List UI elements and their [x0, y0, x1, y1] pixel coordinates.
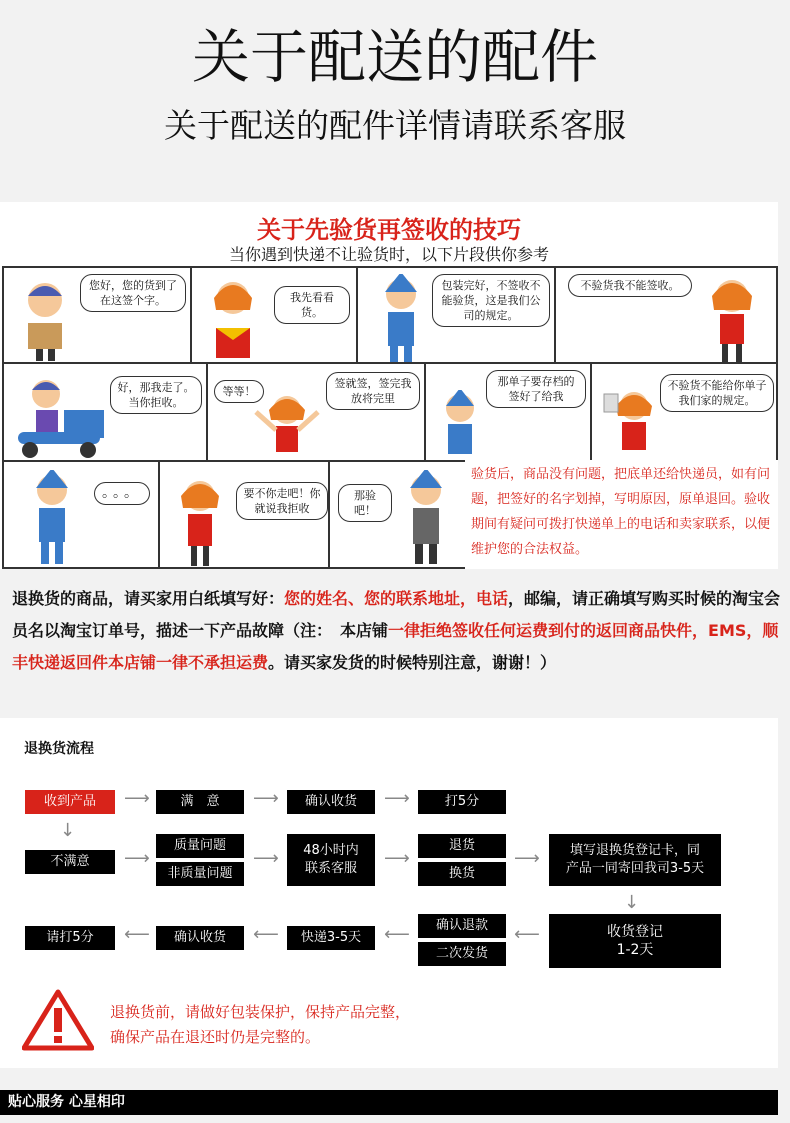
speech-bubble: 。。。	[94, 482, 150, 505]
comic-panel	[158, 460, 330, 569]
arrow-right-icon: ⟶	[384, 848, 410, 869]
flow-step: 确认收货	[156, 926, 244, 950]
flow-step: 打5分	[418, 790, 506, 814]
warning-line: 确保产品在退还时仍是完整的。	[110, 1028, 321, 1046]
flow-step: 质量问题	[156, 834, 244, 858]
return-policy-text	[12, 583, 782, 679]
flow-title: 退换货流程	[24, 741, 94, 757]
courier-boy-icon	[432, 390, 488, 462]
customer-girl-icon	[702, 274, 762, 364]
flow-step: 收到产品	[25, 790, 115, 814]
speech-bubble: 不验货不能给你单子我们家的规定。	[660, 374, 774, 412]
arrow-right-icon: ⟶	[253, 848, 279, 869]
speech-bubble: 好，那我走了。当你拒收。	[110, 376, 202, 414]
flow-step: 48小时内 联系客服	[287, 834, 375, 886]
speech-bubble: 等等！	[214, 380, 264, 403]
customer-girl-icon	[206, 276, 261, 364]
comic-panel	[590, 362, 778, 462]
page-title: 关于配送的配件	[191, 23, 598, 91]
comic-panel	[2, 460, 160, 569]
tips-subtitle: 当你遇到快递不让验货时，以下片段供你参考	[228, 245, 549, 264]
flow-step: 非质量问题	[156, 862, 244, 886]
arrow-left-icon: ⟵	[253, 924, 279, 945]
policy-highlight: 您的姓名、您的联系地址，电话	[284, 589, 509, 608]
speech-bubble: 包装完好，不签收不能验货，这是我们公司的规定。	[432, 274, 550, 327]
warning-text	[110, 1000, 410, 1050]
speech-bubble: 要不你走吧！你就说我拒收	[236, 482, 328, 520]
speech-bubble: 不验货我不能签收。	[568, 274, 692, 297]
flow-step: 填写退换货登记卡，同 产品一同寄回我司3-5天	[549, 834, 721, 886]
inspection-tips-section	[0, 202, 778, 569]
policy-highlight: 一律拒绝签收任何运费到付的返回商品快件，EMS，顺丰快递返回件本店铺一律不承担运费	[12, 621, 779, 672]
flow-step: 退货	[418, 834, 506, 858]
flow-step: 确认收货	[287, 790, 375, 814]
arrow-left-icon: ⟵	[384, 924, 410, 945]
speech-bubble: 那单子要存档的签好了给我	[486, 370, 586, 408]
flow-step: 二次发货	[418, 942, 506, 966]
comic-panel	[2, 362, 208, 462]
arrow-right-icon: ⟶	[253, 788, 279, 809]
policy-part: 。请买家发货的时候特别注意，谢谢！）	[268, 653, 557, 672]
customer-girl-icon	[602, 388, 658, 462]
policy-part: ，邮编，请正确填写购买时候的淘宝会员名以淘宝订单号，描述一下产品故障（注： 本店铺	[12, 589, 781, 640]
warning-line: 退换货前，请做好包装保护，保持产品完整，	[110, 1003, 411, 1021]
arrow-down-icon: ↓	[60, 820, 76, 841]
arrow-right-icon: ⟶	[124, 788, 150, 809]
customer-girl-icon	[252, 392, 322, 462]
comic-panel	[328, 460, 467, 569]
scooter-courier-icon	[12, 374, 112, 460]
tips-title: 关于先验货再签收的技巧	[257, 216, 521, 244]
policy-part: 退换货的商品，请买家用白纸填写好：	[12, 589, 285, 608]
return-flow-section	[0, 718, 778, 1068]
arrow-down-icon: ↓	[624, 892, 640, 913]
flow-step: 换货	[418, 862, 506, 886]
flow-step: 快递3-5天	[287, 926, 375, 950]
page-subtitle: 关于配送的配件详情请联系客服	[164, 106, 626, 145]
comic-panel	[424, 362, 592, 462]
comic-panel	[2, 266, 192, 364]
flow-step: 满 意	[156, 790, 244, 814]
speech-bubble: 那验吧！	[338, 484, 392, 522]
comic-panel	[206, 362, 426, 462]
footer-banner: 贴心服务 心星相印	[0, 1090, 778, 1115]
arrow-right-icon: ⟶	[514, 848, 540, 869]
speech-bubble: 您好，您的货到了在这签个字。	[80, 274, 186, 312]
flow-step: 请打5分	[25, 926, 115, 950]
arrow-right-icon: ⟶	[124, 848, 150, 869]
comic-panel	[356, 266, 556, 364]
customer-girl-icon	[170, 476, 230, 568]
comic-panel	[554, 266, 778, 364]
courier-boy-icon	[376, 274, 426, 364]
courier-boy-icon	[396, 470, 456, 568]
flow-step: 确认退款	[418, 914, 506, 938]
arrow-left-icon: ⟵	[124, 924, 150, 945]
speech-bubble: 我先看看货。	[274, 286, 350, 324]
flow-step: 收货登记 1-2天	[549, 914, 721, 968]
warning-icon	[22, 988, 94, 1052]
inspection-note: 验货后，商品没有问题，把底单还给快递员，如有问题，把签好的名字划掉，写明原因，原单退回。验收期间有疑问可拨打快递单上的电话和卖家联系，以便维护您的合法权益。	[465, 460, 778, 569]
comic-panel	[190, 266, 358, 364]
arrow-right-icon: ⟶	[384, 788, 410, 809]
speech-bubble: 签就签，签完我放将完里	[326, 372, 420, 410]
flow-step: 不满意	[25, 850, 115, 874]
courier-boy-icon	[24, 470, 80, 568]
courier-figure-icon	[18, 278, 73, 363]
arrow-left-icon: ⟵	[514, 924, 540, 945]
